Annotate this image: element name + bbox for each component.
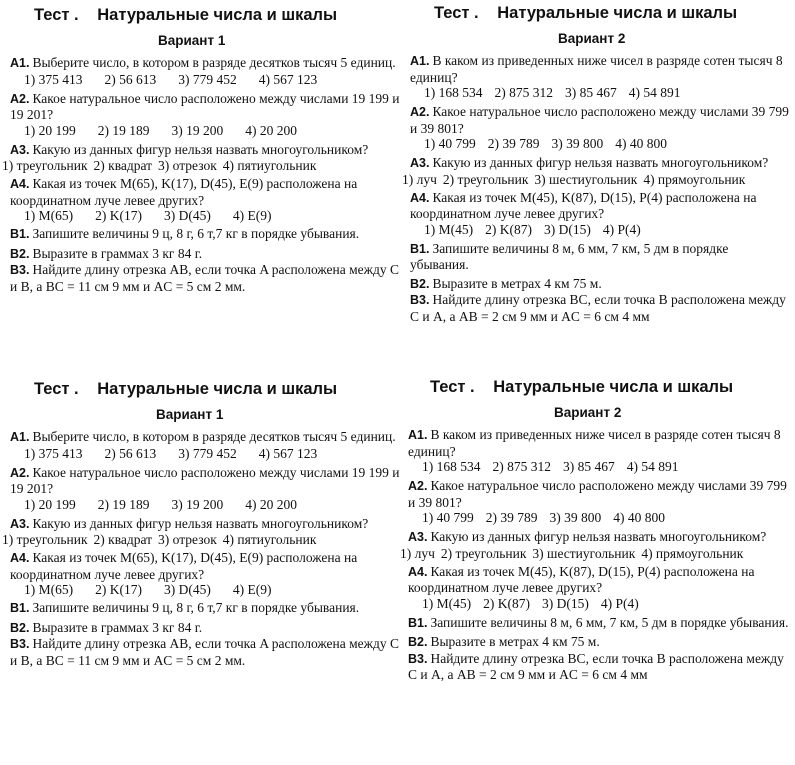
- question-number: В1.: [10, 227, 30, 241]
- option: 1) M(45): [422, 595, 472, 611]
- question-text: Найдите длину отрезка AB, если точка A расположена между C и B, а BC = 11 см 9 мм и AC = 5 см 2 мм.: [10, 262, 400, 294]
- question-number: А1.: [408, 428, 428, 442]
- test-block-bottom-right: [400, 378, 790, 683]
- question-a1: [10, 429, 406, 446]
- question-text: Какую из данных фигур нельзя назвать многоугольником?: [430, 529, 767, 544]
- option: 2) 56 613: [104, 445, 157, 461]
- test-header: [410, 4, 790, 23]
- question-b2: [410, 276, 790, 293]
- option: 4) E(9): [232, 208, 272, 223]
- option: 1) 20 199: [24, 122, 76, 138]
- question-number: А3.: [408, 530, 428, 544]
- question-number: А3.: [10, 516, 30, 531]
- test-header: [408, 378, 790, 397]
- question-number: А2.: [10, 91, 30, 106]
- question-a4: [10, 550, 406, 582]
- option: 4) прямоугольник: [643, 171, 746, 187]
- question-a1: [408, 427, 790, 459]
- option: 4) прямоугольник: [641, 545, 744, 561]
- answer-options-a2: [410, 136, 790, 152]
- option: 2) K(17): [95, 582, 142, 597]
- answer-options-a4: [10, 582, 406, 598]
- option: 2) 39 789: [485, 510, 538, 525]
- option: 3) отрезок: [158, 158, 217, 173]
- question-text: Какая из точек M(45), K(87), D(15), P(4) расположена на координатном луче левее других?: [408, 563, 755, 595]
- test-label: Тест .: [434, 4, 479, 22]
- question-number: А1.: [10, 56, 30, 70]
- question-text: Какое натуральное число расположено между числами 39 799 и 39 801?: [408, 478, 787, 510]
- answer-options-a4: [408, 596, 790, 612]
- option: 3) шестиугольник: [534, 171, 638, 187]
- question-a4: [410, 190, 790, 222]
- option: 4) 567 123: [258, 445, 318, 461]
- question-number: А4.: [10, 551, 30, 565]
- option: 2) 39 789: [487, 136, 540, 151]
- option: 2) 19 189: [97, 496, 150, 512]
- question-b2: [10, 620, 406, 637]
- question-text: Какое натуральное число расположено между числами 19 199 и 19 201?: [10, 90, 400, 122]
- question-text: Какую из данных фигур нельзя назвать многоугольником?: [32, 515, 369, 531]
- test-header: [10, 380, 406, 399]
- question-number: А1.: [410, 54, 430, 68]
- question-number: А1.: [10, 430, 30, 444]
- question-number: В1.: [408, 615, 428, 630]
- test-block-top-right: [402, 4, 790, 324]
- answer-options-a1: [408, 459, 790, 475]
- question-text: Выразите в метрах 4 км 75 м.: [432, 275, 602, 291]
- option: 1) M(65): [24, 582, 74, 597]
- question-number: В2.: [10, 246, 30, 261]
- option: 3) 779 452: [178, 445, 237, 461]
- option: 4) пятиугольник: [222, 532, 317, 547]
- option: 3) D(15): [542, 595, 589, 611]
- option: 2) 875 312: [492, 459, 551, 474]
- question-number: В3.: [410, 293, 430, 307]
- option: 2) K(87): [483, 595, 530, 611]
- option: 2) треугольник: [440, 545, 527, 561]
- option: 1) 375 413: [24, 71, 83, 87]
- option: 4) 54 891: [626, 459, 679, 474]
- test-title: Натуральные числа и шкалы: [97, 380, 338, 398]
- question-text: Выберите число, в котором в разряде десятков тысяч 5 единиц.: [32, 55, 396, 70]
- test-label: Тест .: [34, 6, 79, 24]
- question-number: А2.: [410, 105, 430, 119]
- question-b3: [10, 636, 406, 668]
- question-text: Выразите в метрах 4 км 75 м.: [430, 634, 600, 649]
- question-number: А4.: [10, 177, 30, 191]
- answer-options-a3: [2, 532, 406, 548]
- question-number: А4.: [410, 190, 430, 205]
- test-header: [10, 6, 406, 25]
- question-number: В1.: [410, 241, 430, 256]
- question-number: В3.: [10, 263, 30, 277]
- test-block-top-left: [2, 6, 406, 294]
- option: 4) 40 800: [615, 136, 667, 151]
- option: 2) треугольник: [442, 171, 529, 187]
- question-b1: [408, 615, 790, 632]
- option: 3) шестиугольник: [532, 545, 636, 561]
- question-a3: [408, 529, 790, 546]
- variant-label: Вариант 1: [158, 33, 226, 48]
- option: 3) D(45): [164, 208, 211, 223]
- test-title: Натуральные числа и шкалы: [497, 4, 738, 22]
- option: 1) луч: [400, 545, 435, 561]
- option: 2) 875 312: [494, 85, 553, 100]
- option: 4) 40 800: [613, 510, 665, 525]
- question-b3: [10, 262, 406, 294]
- question-b1: [10, 600, 406, 617]
- option: 1) луч: [402, 171, 437, 187]
- option: 4) 20 200: [245, 496, 297, 512]
- option: 1) 20 199: [24, 496, 76, 512]
- question-a4: [408, 564, 790, 596]
- answer-options-a3: [400, 546, 790, 562]
- question-text: Какое натуральное число расположено между числами 39 799 и 39 801?: [410, 104, 789, 136]
- question-a3: [10, 142, 406, 159]
- question-number: А2.: [408, 479, 428, 493]
- question-b1: [10, 226, 406, 243]
- option: 3) D(45): [164, 582, 211, 597]
- question-a2: [410, 104, 790, 136]
- option: 3) отрезок: [158, 532, 217, 547]
- question-number: А3.: [10, 142, 30, 157]
- option: 4) 20 200: [245, 122, 297, 138]
- option: 2) 19 189: [97, 122, 150, 138]
- question-a2: [10, 91, 406, 123]
- variant-label: Вариант 2: [554, 405, 622, 420]
- question-number: В3.: [408, 651, 428, 666]
- option: 3) 85 467: [565, 85, 617, 100]
- answer-options-a4: [410, 222, 790, 238]
- option: 1) треугольник: [2, 532, 88, 547]
- variant-label: Вариант 2: [558, 31, 626, 46]
- option: 3) 19 200: [171, 122, 224, 138]
- question-text: Какую из данных фигур нельзя назвать многоугольником?: [32, 141, 369, 157]
- option: 4) P(4): [600, 595, 639, 611]
- variant-label: Вариант 1: [156, 407, 224, 422]
- option: 3) 85 467: [563, 459, 615, 474]
- option: 1) треугольник: [2, 158, 88, 173]
- question-number: В2.: [10, 620, 30, 635]
- answer-options-a3: [402, 172, 790, 188]
- question-text: Какая из точек M(65), K(17), D(45), E(9) расположена на координатном луче левее других?: [10, 550, 358, 582]
- answer-options-a1: [10, 446, 406, 462]
- question-text: В каком из приведенных ниже чисел в разряде сотен тысяч 8 единиц?: [408, 427, 781, 459]
- question-text: Запишите величины 9 ц, 8 г, 6 т,7 кг в порядке убывания.: [32, 226, 360, 241]
- question-b2: [10, 246, 406, 263]
- question-b3: [410, 292, 790, 324]
- answer-options-a3: [2, 158, 406, 174]
- option: 4) пятиугольник: [222, 158, 317, 173]
- question-number: А4.: [408, 564, 428, 579]
- question-a2: [10, 465, 406, 497]
- option: 2) K(87): [485, 221, 532, 237]
- option: 2) K(17): [95, 208, 142, 223]
- option: 2) квадрат: [93, 532, 153, 547]
- test-label: Тест .: [430, 378, 475, 396]
- question-number: А2.: [10, 465, 30, 480]
- question-number: А3.: [410, 156, 430, 170]
- option: 3) 779 452: [178, 71, 237, 87]
- answer-options-a1: [10, 72, 406, 88]
- option: 4) P(4): [602, 221, 641, 237]
- answer-options-a2: [10, 123, 406, 139]
- option: 3) 39 800: [549, 510, 602, 525]
- question-text: Запишите величины 8 м, 6 мм, 7 км, 5 дм в порядке убывания.: [430, 614, 789, 630]
- answer-options-a1: [410, 85, 790, 101]
- question-text: Запишите величины 9 ц, 8 г, 6 т,7 кг в порядке убывания.: [32, 600, 360, 615]
- option: 1) M(65): [24, 208, 74, 223]
- answer-options-a2: [408, 510, 790, 526]
- option: 2) 56 613: [104, 71, 157, 87]
- question-b1: [410, 241, 790, 273]
- question-text: Какая из точек M(45), K(87), D(15), P(4) расположена на координатном луче левее других?: [410, 189, 757, 221]
- test-title: Натуральные числа и шкалы: [97, 6, 338, 24]
- test-title: Натуральные числа и шкалы: [493, 378, 734, 396]
- option: 1) 40 799: [424, 136, 476, 151]
- question-a3: [10, 516, 406, 533]
- question-text: Найдите длину отрезка AB, если точка A расположена между C и B, а BC = 11 см 9 мм и AC = 5 см 2 мм.: [10, 636, 400, 668]
- option: 2) квадрат: [93, 158, 153, 173]
- question-a1: [410, 53, 790, 85]
- question-text: Выразите в граммах 3 кг 84 г.: [32, 245, 203, 261]
- question-a3: [410, 155, 790, 172]
- question-number: В2.: [408, 635, 428, 649]
- option: 1) M(45): [424, 221, 474, 237]
- question-text: В каком из приведенных ниже чисел в разряде сотен тысяч 8 единиц?: [410, 53, 783, 85]
- question-text: Какое натуральное число расположено между числами 19 199 и 19 201?: [10, 464, 400, 496]
- option: 4) E(9): [232, 582, 272, 597]
- question-text: Выразите в граммах 3 кг 84 г.: [32, 619, 203, 635]
- option: 3) 19 200: [171, 496, 224, 512]
- question-number: В2.: [410, 276, 430, 291]
- option: 1) 375 413: [24, 445, 83, 461]
- answer-options-a2: [10, 497, 406, 513]
- option: 4) 54 891: [628, 85, 681, 100]
- question-text: Выберите число, в котором в разряде десятков тысяч 5 единиц.: [32, 429, 396, 444]
- question-a4: [10, 176, 406, 208]
- question-text: Запишите величины 8 м, 6 мм, 7 км, 5 дм в порядке убывания.: [410, 240, 729, 272]
- option: 3) D(15): [544, 221, 591, 237]
- test-label: Тест .: [34, 380, 79, 398]
- question-number: В1.: [10, 601, 30, 615]
- question-text: Какая из точек M(65), K(17), D(45), E(9) расположена на координатном луче левее других?: [10, 176, 358, 208]
- question-text: Какую из данных фигур нельзя назвать многоугольником?: [432, 155, 769, 170]
- option: 3) 39 800: [551, 136, 604, 151]
- question-text: Найдите длину отрезка BC, если точка B расположена между C и A, а AB = 2 см 9 мм и AC = 6 см 4 мм: [408, 650, 784, 682]
- answer-options-a4: [10, 208, 406, 224]
- question-b3: [408, 651, 790, 683]
- question-number: В3.: [10, 637, 30, 651]
- option: 4) 567 123: [258, 71, 318, 87]
- question-a1: [10, 55, 406, 72]
- option: 1) 168 534: [422, 459, 481, 474]
- question-a2: [408, 478, 790, 510]
- question-b2: [408, 634, 790, 651]
- test-block-bottom-left: [2, 380, 406, 668]
- option: 1) 168 534: [424, 85, 483, 100]
- question-text: Найдите длину отрезка BC, если точка B расположена между C и A, а AB = 2 см 9 мм и AC = 6 см 4 мм: [410, 292, 786, 324]
- option: 1) 40 799: [422, 510, 474, 525]
